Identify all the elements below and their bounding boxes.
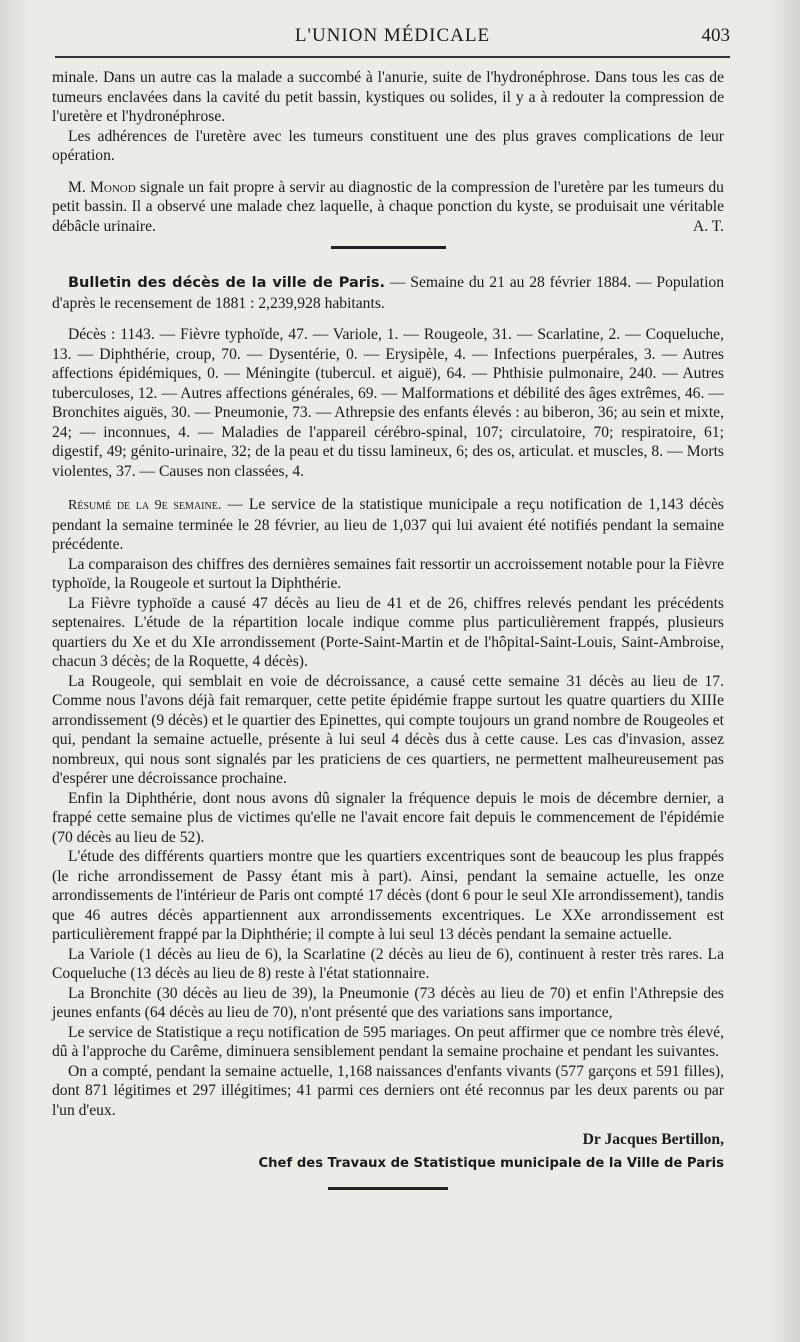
bulletin-title: Bulletin des décès de la ville de Paris.: [68, 275, 386, 291]
signature-role: Chef des Travaux de Statistique municipale de la Ville de Paris: [258, 1155, 724, 1171]
header-rule: [55, 56, 730, 58]
monod-prefix: M.: [68, 178, 91, 196]
spacer: [52, 481, 724, 495]
spacer: [52, 313, 724, 325]
resume-paragraph: La Fièvre typhoïde a causé 47 décès au lieu de 41 et de 26, chiffres relevés pendant les précédents septenaires. L'étude de la répartition locale indique comme plus particulièrement frappés, plusieurs quartiers du Xe et du XIe arrondissement (Porte-Saint-Martin et de l'hôpital-Saint-Louis, Saint-Ambroise, chacun 3 décès; de la Roquette, 4 décès).: [52, 594, 724, 670]
footer-divider: [328, 1187, 448, 1190]
resume-paragraph: Enfin la Diphthérie, dont nous avons dû signaler la fréquence depuis le mois de décembre dernier, a frappé cette semaine plus de victimes qu'elle ne l'avait encore fait depuis le commencement de l'épidémie (70 décès au lieu de 52).: [52, 789, 724, 846]
intro-paragraph: minale. Dans un autre cas la malade a succombé à l'anurie, suite de l'hydronéphrose. Dans tous les cas de tumeurs enclavées dans la cavité du petit bassin, kystiques ou solides, il y a à redouter la compression de l'uretère et l'hydronéphrose.: [52, 69, 724, 125]
monod-text: signale un fait propre à servir au diagnostic de la compression de l'uretère par les tumeurs du petit bassin. Il a observé une malade chez laquelle, à chaque ponction du kyste, se produisait une véritable débâcle urinaire.: [52, 178, 724, 235]
resume-paragraph: La Bronchite (30 décès au lieu de 39), la Pneumonie (73 décès au lieu de 70) et enfin l'Athrepsie des jeunes enfants (64 décès au lieu de 70), n'ont présenté que des variations sans importance,: [52, 984, 724, 1021]
running-header: [55, 22, 730, 58]
page-number: 403: [701, 25, 730, 46]
deces-paragraph: Décès : 1143. — Fièvre typhoïde, 47. — Variole, 1. — Rougeole, 31. — Scarlatine, 2. — Coqueluche, 13. — Diphthérie, croup, 70. — Dysentérie, 0. — Erysipèle, 4. — Infections puerpérales, 3. — Autres affections épidémiques, 0. — Méningite (tubercul. et aiguë), 64. — Phthisie pulmonaire, 240. — Autres tuberculoses, 12. — Autres affections générales, 69. — Malformations et débilité des âges extrêmes, 46. — Bronchites aiguës, 30. — Pneumonie, 73. — Athrepsie des enfants élevés : au biberon, 36; au sein et mixte, 24; — inconnues, 4. — Maladies de l'appareil cérébro-spinal, 107; circulatoire, 70; respiratoire, 61; digestif, 49; génito-urinaire, 32; de la peau et du tissu lamineux, 6; des os, articulat. et muscles, 8. — Morts violentes, 37. — Causes non classées, 4.: [52, 326, 724, 480]
journal-title: L'UNION MÉDICALE: [294, 25, 491, 46]
resume-paragraph: [52, 495, 724, 555]
resume-paragraph: On a compté, pendant la semaine actuelle, 1,168 naissances d'enfants vivants (577 garçons et 591 filles), dont 871 légitimes et 297 illégitimes; 41 parmi ces derniers ont été reconnus par les deux parents ou par l'un d'eux.: [52, 1062, 724, 1119]
resume-first-text: — Le service de la statistique municipale a reçu notification de 1,143 décès pendant la semaine terminée le 28 février, au lieu de 1,037 qui lui avaient été notifiés pendant la semaine précédente.: [52, 496, 724, 553]
page-body: [52, 68, 724, 1190]
resume-paragraph: La comparaison des chiffres des dernières semaines fait ressortir un accroissement notable pour la Fièvre typhoïde, la Rougeole et surtout la Diphthérie.: [52, 555, 724, 592]
resume-paragraph: La Variole (1 décès au lieu de 6), la Scarlatine (2 décès au lieu de 6), continuent à rester très rares. La Coqueluche (13 décès au lieu de 8) reste à l'état stationnaire.: [52, 945, 724, 982]
bulletin-intro: [52, 273, 724, 313]
section-divider: [331, 246, 446, 249]
monod-name: Monod: [90, 178, 136, 196]
intro-paragraph: Les adhérences de l'uretère avec les tumeurs constituent une des plus graves complications de leur opération.: [52, 127, 724, 164]
monod-initials: A. T.: [692, 217, 724, 235]
resume-paragraph: La Rougeole, qui semblait en voie de décroissance, a causé cette semaine 31 décès au lieu de 17. Comme nous l'avons déjà fait remarquer, cette petite épidémie frappe surtout les quatre quartiers du XIIIe arrondissement (9 décès) et le quartier des Epinettes, qui compte toujours un grand nombre de Rougeoles et qui, pendant la semaine actuelle, présente à lui seul 4 décès dus à cette cause. Les cas d'invasion, assez nombreux, qui nous sont signalés par les praticiens de ces quartiers, ne permettent malheureusement pas d'espérer une décroissance prochaine.: [52, 672, 724, 787]
bulletin-intro-text: — Semaine du 21 au 28 février 1884. — Population d'après le recensement de 1881 : 2,239,928 habitants.: [52, 274, 724, 312]
spacer: [52, 259, 724, 273]
resume-paragraph: Le service de Statistique a reçu notification de 595 mariages. On peut affirmer que ce nombre très élevé, dû à l'approche du Carême, diminuera sensiblement pendant la semaine prochaine et pendant les suivantes.: [52, 1023, 724, 1060]
signature-name: Dr Jacques Bertillon,: [582, 1131, 724, 1148]
spacer: [52, 166, 724, 178]
resume-paragraph: L'étude des différents quartiers montre que les quartiers excentriques sont de beaucoup les plus frappés (le riche arrondissement de Passy étant mis à part). Ainsi, pendant la semaine actuelle, les onze arrondissements de l'intérieur de Paris ont compté 17 décès (dont 6 pour le seul XIe arrondissement), tandis que 46 autres décès appartiennent aux arrondissements excentriques. Le XXe arrondissement est particulièrement frappé par la Diphthérie; il compte à lui seul 13 décès pendant la semaine actuelle.: [52, 848, 724, 943]
signature-block: [52, 1130, 724, 1173]
resume-label: Résumé de la 9e semaine.: [68, 498, 222, 513]
